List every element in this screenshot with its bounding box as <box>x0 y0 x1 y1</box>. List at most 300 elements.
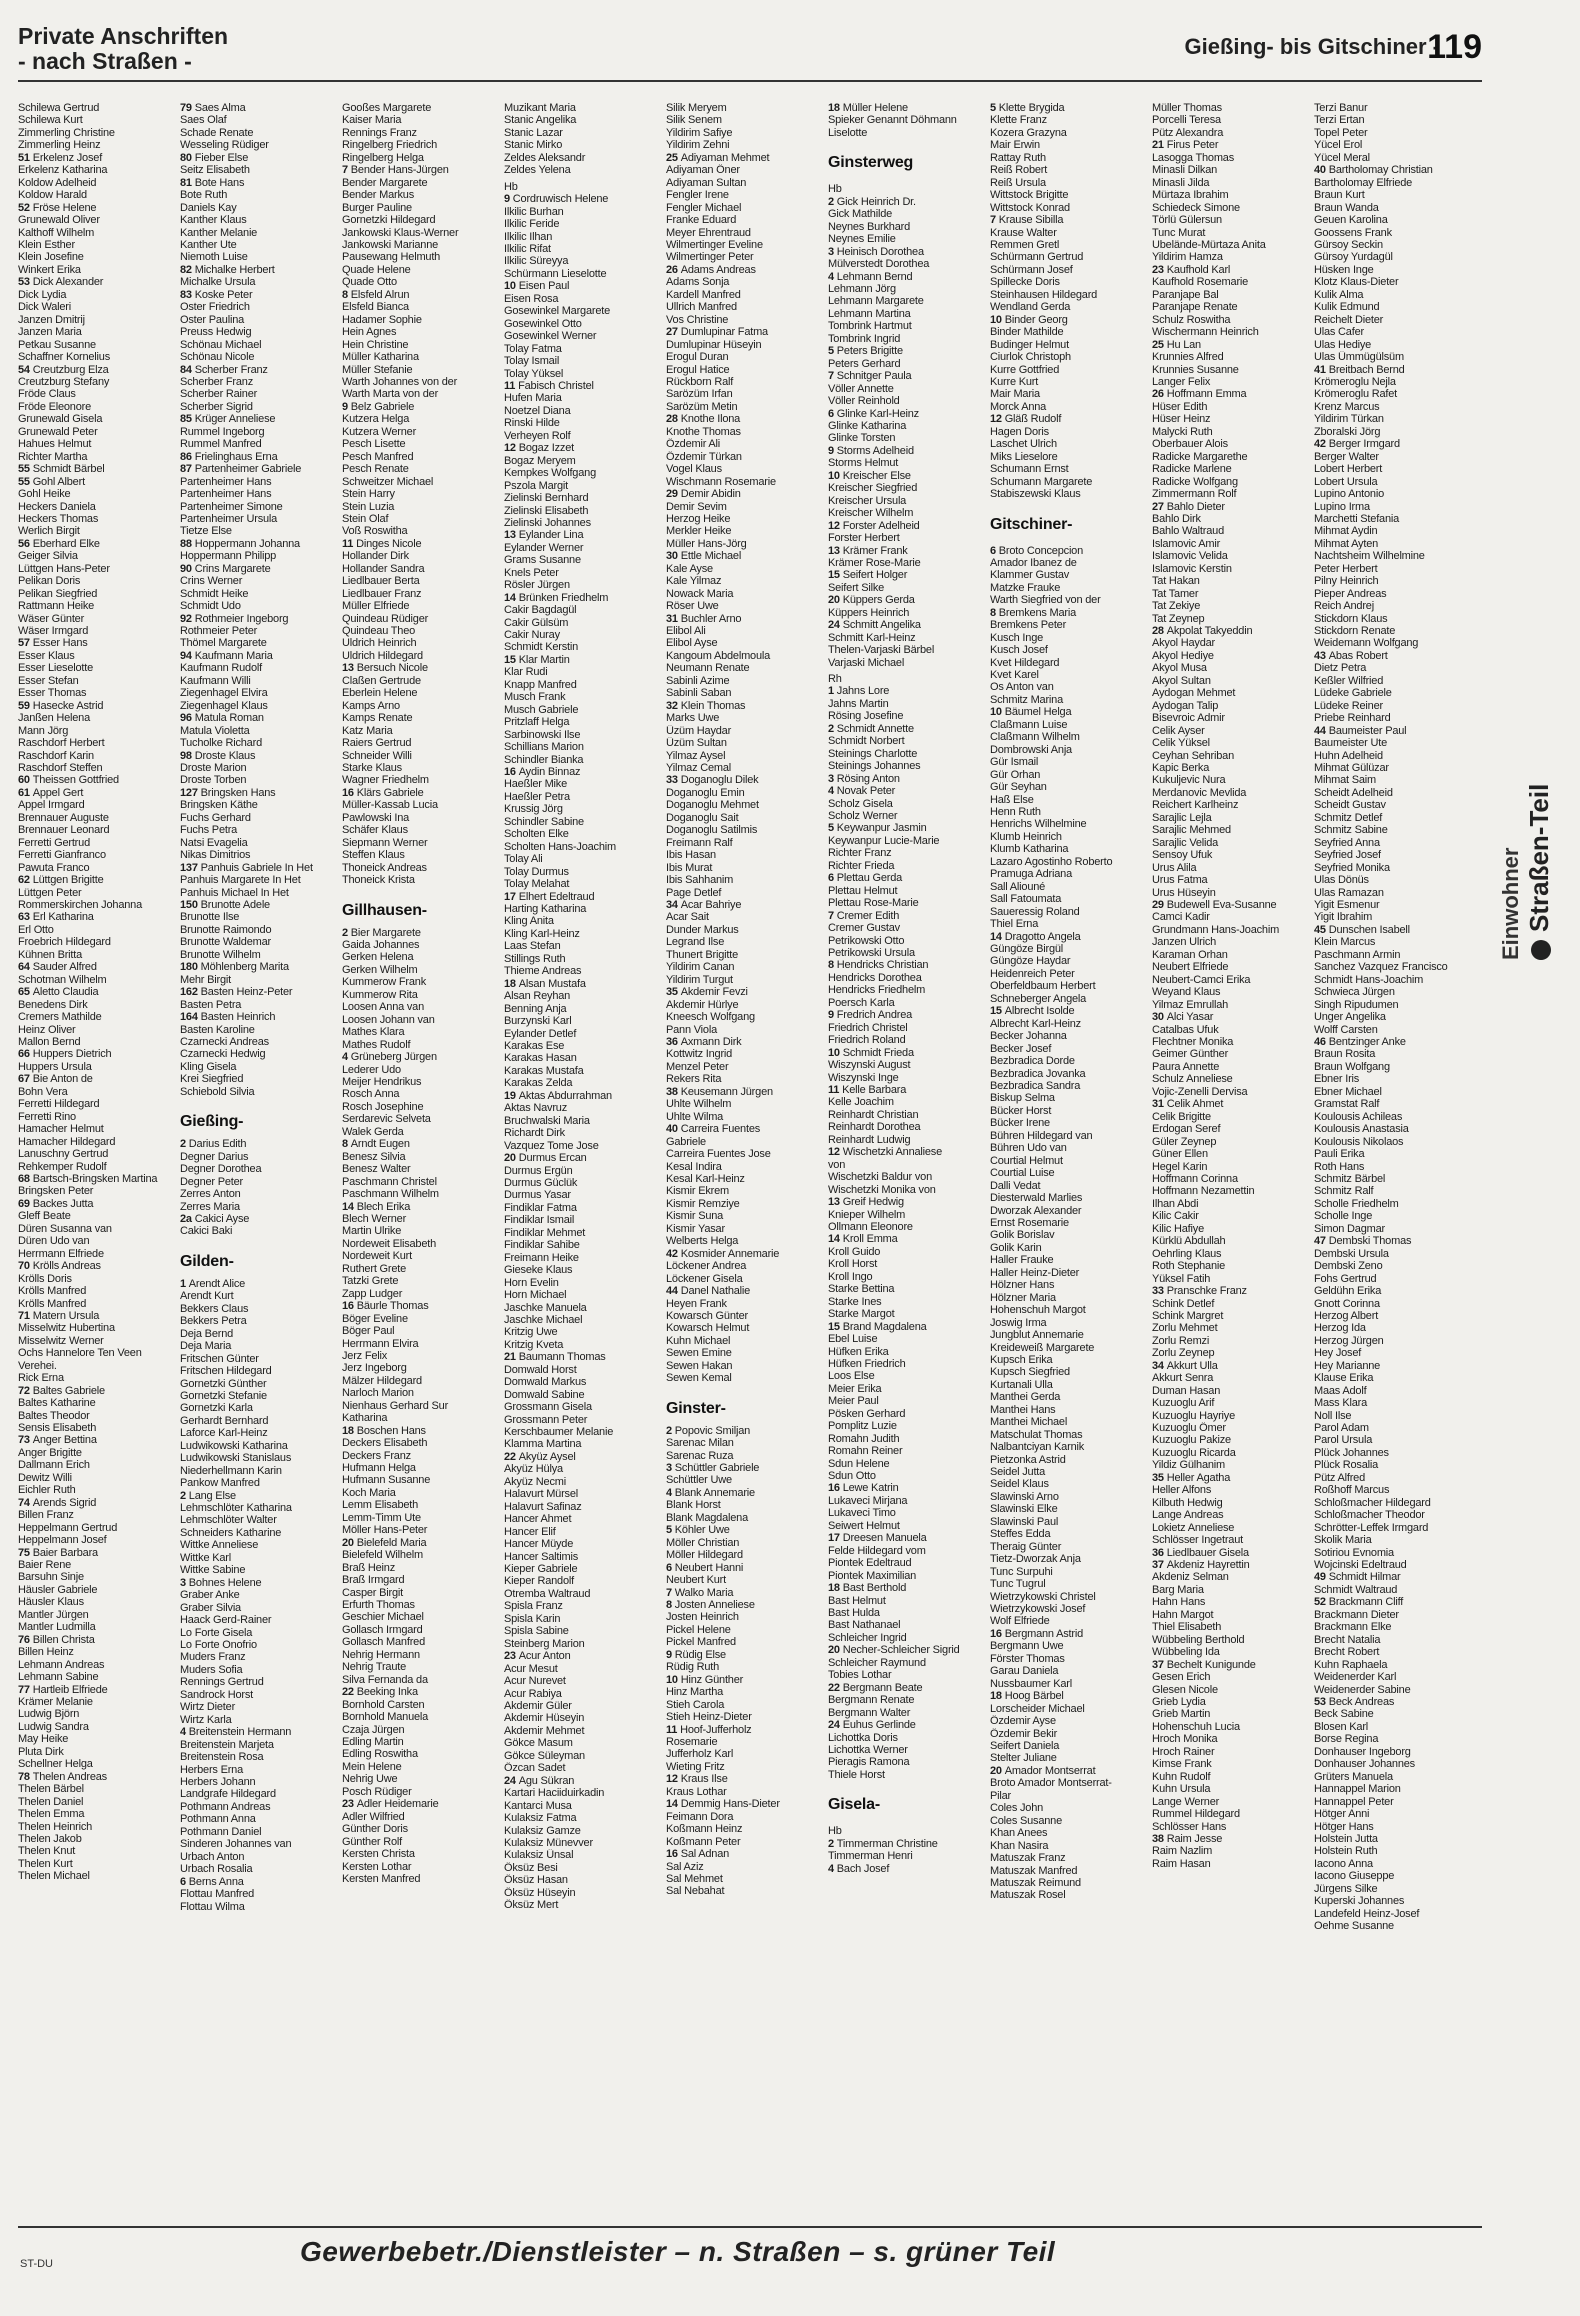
resident-entry: Kilic Cakir <box>1152 1210 1199 1223</box>
resident-entry: Fritschen Günter <box>180 1352 259 1365</box>
house-number: 5 <box>990 102 999 114</box>
resident-entry: Krömeroglu Nejla <box>1314 375 1396 388</box>
house-number: 70 <box>18 1260 33 1273</box>
resident-entry: Rommerskirchen Johanna <box>18 899 142 911</box>
resident-entry: Casper Birgit <box>342 1586 403 1599</box>
resident-entry: Kvet Hildegard <box>990 656 1060 669</box>
house-number: 38 <box>666 1085 681 1098</box>
resident-entry: Rothmeier Peter <box>180 625 258 638</box>
resident-entry: Jankowski Klaus-Werner <box>342 226 459 239</box>
resident-entry: Özdemir Ali <box>666 438 721 451</box>
resident-entry: 16 Bergmann Astrid <box>990 1627 1084 1640</box>
house-number: 40 <box>1314 164 1329 177</box>
resident-entry: 24 Euhus Gerlinde <box>828 1719 916 1732</box>
resident-entry: Kaiser Maria <box>342 114 402 127</box>
resident-entry: Cremer Gustav <box>828 922 900 935</box>
resident-entry: Krei Siegfried <box>180 1073 244 1086</box>
resident-entry: Pesch Lisette <box>342 438 406 451</box>
resident-entry: Esser Thomas <box>18 687 87 700</box>
resident-entry: Raschdorf Steffen <box>18 762 103 775</box>
resident-entry: Thoneick Andreas <box>342 861 427 874</box>
resident-entry: 31 Celik Ahmet <box>1152 1098 1224 1111</box>
resident-entry: Stein Luzia <box>342 500 395 513</box>
resident-entry: Hollander Dirk <box>342 550 409 563</box>
resident-entry: Roßhoff Marcus <box>1314 1484 1390 1497</box>
resident-entry: 55 Schmidt Bärbel <box>18 463 105 476</box>
resident-entry: 6 Neubert Hanni <box>666 1561 744 1574</box>
resident-entry: Starke Ines <box>828 1295 882 1308</box>
resident-entry: 65 Aletto Claudia <box>18 986 99 999</box>
resident-entry: Weidenerder Sabine <box>1314 1683 1411 1696</box>
resident-entry: Creutzburg Stefany <box>18 375 110 388</box>
resident-entry: Eberlein Helene <box>342 687 418 700</box>
resident-entry: 2a Cakici Ayse <box>180 1212 250 1225</box>
resident-entry: Yücel Meral <box>1314 151 1370 164</box>
resident-entry: Wietrzykowski Christel <box>990 1590 1096 1603</box>
resident-entry: Akdeniz Selman <box>1152 1571 1229 1584</box>
house-number: 74 <box>18 1496 33 1509</box>
resident-entry: Zeldes Yelena <box>504 164 571 177</box>
resident-entry: Silik Meryem <box>666 102 727 114</box>
resident-entry: Bücker Irene <box>990 1117 1050 1130</box>
resident-entry: Bogaz Meryem <box>504 454 576 467</box>
resident-entry: Kaufhold Rosemarie <box>1152 276 1249 289</box>
resident-entry: Starke Margot <box>828 1308 895 1321</box>
resident-entry: Hancer Ahmet <box>504 1513 572 1526</box>
resident-entry: Schmitt Karl-Heinz <box>828 631 916 644</box>
house-number: 33 <box>1152 1285 1167 1298</box>
resident-entry: Diesterwald Marlies <box>990 1192 1083 1205</box>
resident-entry: 86 Frielinghaus Erna <box>180 450 278 463</box>
resident-entry: Rattmann Heike <box>18 600 95 613</box>
resident-entry: Schleicher Raymund <box>828 1656 926 1669</box>
resident-entry: Koßmann Heinz <box>666 1823 743 1836</box>
resident-entry: Lange Andreas <box>1152 1509 1224 1522</box>
resident-entry: Schürmann Lieselotte <box>504 267 607 280</box>
resident-entry: Bühren Udo van <box>990 1142 1067 1155</box>
house-number: 28 <box>1152 625 1167 638</box>
resident-entry: Üzüm Sultan <box>666 737 727 750</box>
resident-entry: Otremba Waltraud <box>504 1587 591 1600</box>
house-number: 8 <box>342 1138 351 1151</box>
resident-entry: Cakir Nuray <box>504 629 560 642</box>
resident-entry: Zielinski Bernhard <box>504 492 589 505</box>
resident-entry: Braun Wanda <box>1314 201 1379 214</box>
resident-entry: Jufferholz Karl <box>666 1748 734 1761</box>
resident-entry: Kroll Ingo <box>828 1270 873 1283</box>
resident-entry: Burger Pauline <box>342 201 412 214</box>
resident-entry: Edling Roswitha <box>342 1748 418 1761</box>
resident-entry: Jaschke Michael <box>504 1313 583 1326</box>
resident-entry: Schulz Anneliese <box>1152 1073 1233 1086</box>
house-number: 16 <box>990 1627 1005 1640</box>
resident-entry: Goossens Frank <box>1314 226 1392 239</box>
resident-entry: Islamovic Kerstin <box>1152 562 1232 575</box>
house-number: 35 <box>666 986 681 999</box>
resident-entry: Schneider Willi <box>342 749 412 762</box>
resident-entry: Schweitzer Michael <box>342 475 434 488</box>
resident-entry: 85 Krüger Anneliese <box>180 413 276 426</box>
resident-entry: 5 Klette Brygida <box>990 102 1065 114</box>
resident-entry: Spillecke Doris <box>990 276 1060 289</box>
resident-entry: Bergmann Walter <box>828 1706 911 1719</box>
resident-entry: Laas Stefan <box>504 940 561 953</box>
resident-entry: Katharina <box>342 1412 388 1425</box>
resident-entry: Möller Hans-Peter <box>342 1524 428 1537</box>
resident-entry: Pickel Manfred <box>666 1636 736 1649</box>
resident-entry: Wittstock Konrad <box>990 201 1070 214</box>
resident-entry: 21 Baumann Thomas <box>504 1351 606 1364</box>
resident-entry: 2 Lang Else <box>180 1489 236 1502</box>
resident-entry: Seifert Silke <box>828 581 885 594</box>
resident-entry: Donhauser Ingeborg <box>1314 1745 1411 1758</box>
resident-entry: Posch Rüdiger <box>342 1785 412 1798</box>
resident-entry: Porcelli Teresa <box>1152 114 1221 127</box>
resident-entry: Becker Johanna <box>990 1030 1067 1043</box>
resident-entry: Zboralski Jörg <box>1314 425 1381 438</box>
resident-entry: 12 Gläß Rudolf <box>990 413 1062 426</box>
resident-entry: Muders Sofia <box>180 1663 243 1676</box>
resident-entry: Gooßes Margarete <box>342 102 432 114</box>
resident-entry: Sarajlic Velida <box>1152 836 1219 849</box>
resident-entry: 83 Koske Peter <box>180 288 253 301</box>
resident-entry: Kulaksiz Ünsal <box>504 1849 574 1862</box>
resident-entry: Erogul Duran <box>666 351 729 364</box>
resident-entry: Klause Erika <box>1314 1372 1374 1385</box>
resident-entry: Islamovic Velida <box>1152 550 1228 563</box>
resident-entry: Richardt Dirk <box>504 1127 565 1140</box>
resident-entry: Thelen Jakob <box>18 1832 82 1845</box>
resident-entry: 23 Kaufhold Karl <box>1152 263 1231 276</box>
resident-entry: Zapp Ludger <box>342 1287 403 1300</box>
resident-entry: Yildirim Canan <box>666 961 735 974</box>
resident-entry: Güngöze Haydar <box>990 955 1071 968</box>
resident-entry: Geiger Silvia <box>18 550 78 563</box>
house-number: 150 <box>180 899 201 911</box>
resident-entry: Acur Nurevet <box>504 1675 566 1688</box>
resident-entry: Plück Rosalia <box>1314 1459 1379 1472</box>
resident-entry: Lüdeke Gabriele <box>1314 687 1392 700</box>
resident-entry: Romahn Judith <box>828 1432 900 1445</box>
resident-entry: 14 Blech Erika <box>342 1200 411 1213</box>
resident-entry: Gaida Johannes <box>342 939 420 951</box>
resident-entry: Thelen Michael <box>18 1870 90 1883</box>
resident-entry: Narloch Marion <box>342 1387 414 1400</box>
resident-entry: Häusler Klaus <box>18 1596 84 1609</box>
resident-entry: Neynes Burkhard <box>828 220 910 233</box>
house-number: 8 <box>990 606 999 619</box>
resident-entry: Wittke Karl <box>180 1551 231 1564</box>
resident-entry: Rummel Manfred <box>180 438 262 451</box>
resident-entry: Kuperski Johannes <box>1314 1895 1405 1908</box>
street-heading: Gießing- <box>180 1113 244 1131</box>
resident-entry: Erkelenz Katharina <box>18 164 108 177</box>
resident-entry: Landgrafe Hildegard <box>180 1788 276 1801</box>
resident-entry: Baltes Katharine <box>18 1397 96 1410</box>
resident-entry: Hollander Sandra <box>342 562 425 575</box>
resident-entry: Warth Johannes von der <box>342 375 458 388</box>
resident-entry: Schneberger Angela <box>990 992 1087 1005</box>
resident-entry: 8 Hendricks Christian <box>828 959 929 972</box>
resident-entry: Kulaksiz Gamze <box>504 1824 581 1837</box>
resident-entry: Timmerman Henri <box>828 1850 913 1863</box>
resident-entry: Golik Borislav <box>990 1229 1055 1242</box>
resident-entry: Sewen Hakan <box>666 1359 733 1372</box>
resident-entry: Pankow Manfred <box>180 1477 260 1490</box>
resident-entry: Schade Renate <box>180 126 254 139</box>
resident-entry: Matuszak Rosel <box>990 1889 1066 1902</box>
resident-entry: Kusch Inge <box>990 631 1044 644</box>
resident-entry: Tolay Yüksel <box>504 367 564 380</box>
resident-entry: 10 Kreischer Else <box>828 469 911 482</box>
resident-entry: Richter Martha <box>18 450 88 463</box>
resident-entry: Müller Stefanie <box>342 363 413 376</box>
resident-entry: Gerken Wilhelm <box>342 963 418 976</box>
resident-entry: Radicke Wolfgang <box>1152 475 1238 488</box>
resident-entry: Josten Heinrich <box>666 1611 739 1624</box>
resident-entry: Lederer Udo <box>342 1063 401 1076</box>
resident-entry: Müller Thomas <box>1152 102 1222 114</box>
section-title: Private Anschriften <box>18 23 229 49</box>
resident-entry: Lobert Ursula <box>1314 475 1378 488</box>
resident-entry: Minasli Jilda <box>1152 176 1210 189</box>
house-number: 4 <box>180 1726 189 1739</box>
resident-entry: Stein Olaf <box>342 512 389 525</box>
resident-entry: Rösing Josefine <box>828 710 904 723</box>
resident-entry: 16 Sal Adnan <box>666 1848 730 1861</box>
resident-entry: Heckers Daniela <box>18 500 96 513</box>
resident-entry: Laforce Karl-Heinz <box>180 1427 268 1440</box>
resident-entry: Jaschke Manuela <box>504 1301 587 1314</box>
resident-entry: Breitenstein Marjeta <box>180 1738 274 1751</box>
house-number: 5 <box>828 345 837 358</box>
resident-entry: Schumann Margarete <box>990 475 1093 488</box>
resident-entry: Spisla Franz <box>504 1600 563 1613</box>
resident-entry: 33 Doganoglu Dilek <box>666 774 759 787</box>
resident-entry: Durmus Güclük <box>504 1176 578 1189</box>
resident-entry: 10 Hinz Günther <box>666 1673 744 1686</box>
resident-entry: 37 Akdeniz Hayrettin <box>1152 1559 1250 1572</box>
resident-entry: Sabinli Saban <box>666 687 732 700</box>
resident-entry: Akyol Haydar <box>1152 637 1216 650</box>
house-number: 13 <box>342 662 357 675</box>
resident-entry: Roth Hans <box>1314 1160 1365 1173</box>
resident-entry: Kanther Ute <box>180 238 237 251</box>
resident-entry: Akyol Sultan <box>1152 674 1211 687</box>
directory-column <box>1314 102 1462 2228</box>
resident-entry: Felde Hildegard vom <box>828 1544 926 1557</box>
resident-entry: Loosen Johann van <box>342 1013 435 1026</box>
house-number: 26 <box>666 263 681 276</box>
house-number: 7 <box>342 164 351 177</box>
house-number: 20 <box>828 1644 843 1657</box>
resident-entry: Knapp Manfred <box>504 678 577 691</box>
resident-entry: May Heike <box>18 1733 69 1746</box>
house-number: 17 <box>504 890 519 903</box>
resident-entry: Bekkers Petra <box>180 1315 247 1328</box>
resident-entry: Grams Susanne <box>504 554 581 567</box>
resident-entry: Ludwig Sandra <box>18 1720 89 1733</box>
resident-entry: Wübbeling Berthold <box>1152 1633 1245 1646</box>
resident-entry: Eichler Ruth <box>18 1484 76 1497</box>
house-number: 5 <box>828 822 837 835</box>
resident-entry: Barg Maria <box>1152 1583 1204 1596</box>
resident-entry: 68 Bartsch-Bringsken Martina <box>18 1172 158 1185</box>
resident-entry: 40 Carreira Fuentes <box>666 1123 761 1136</box>
resident-entry: Gabriele <box>666 1135 706 1148</box>
resident-entry: Kuhn Rudolf <box>1152 1770 1211 1783</box>
resident-entry: Lemm Elisabeth <box>342 1499 419 1512</box>
resident-entry: Grieb Martin <box>1152 1708 1211 1721</box>
resident-entry: Kraus Lothar <box>666 1785 727 1798</box>
resident-entry: 11 Hoof-Jufferholz <box>666 1723 752 1736</box>
house-number: 52 <box>1314 1596 1329 1609</box>
resident-entry: Zerres Maria <box>180 1200 240 1213</box>
resident-entry: Haeßler Petra <box>504 790 570 803</box>
resident-entry: Tat Zeynep <box>1152 612 1205 625</box>
resident-entry: Kreideweiß Margarete <box>990 1341 1095 1354</box>
resident-entry: Merkler Heike <box>666 525 732 538</box>
resident-entry: Böger Paul <box>342 1325 395 1338</box>
resident-entry: Siepmann Werner <box>342 836 428 849</box>
resident-entry: Pauli Erika <box>1314 1148 1365 1161</box>
resident-entry: Findiklar Sahibe <box>504 1239 580 1252</box>
resident-entry: Seifert Daniela <box>990 1740 1060 1752</box>
resident-entry: Hüsken Inge <box>1314 263 1374 276</box>
resident-entry: Kuzuoglu Pakize <box>1152 1434 1231 1447</box>
resident-entry: Elsfeld Bianca <box>342 301 409 314</box>
resident-entry: Mehr Birgit <box>180 973 231 986</box>
house-number: 10 <box>828 469 843 482</box>
resident-entry: Page Detlef <box>666 886 722 899</box>
resident-entry: Gür Ismail <box>990 756 1039 769</box>
resident-entry: Hohenschuh Lucia <box>1152 1720 1240 1733</box>
resident-entry: Janzen Maria <box>18 326 82 339</box>
resident-entry: Akkurt Senra <box>1152 1372 1214 1385</box>
resident-entry: Baltes Theodor <box>18 1409 90 1422</box>
resident-entry: Harting Katharina <box>504 903 587 915</box>
directory-column <box>990 102 1138 2228</box>
resident-entry: Müller Elfriede <box>342 600 410 613</box>
resident-entry: Dewitz Willi <box>18 1471 72 1484</box>
resident-entry: Vojic-Zenelli Dervisa <box>1152 1085 1248 1098</box>
resident-entry: Brackmann Dieter <box>1314 1608 1399 1621</box>
resident-entry: Scherber Rainer <box>180 388 258 401</box>
resident-entry: Wendland Gerda <box>990 301 1071 314</box>
resident-entry: Schmitz Bärbel <box>1314 1172 1386 1185</box>
resident-entry: 18 Hoog Bärbel <box>990 1690 1064 1703</box>
resident-entry: Raiers Gertrud <box>342 737 412 750</box>
resident-entry: 28 Akpolat Takyeddin <box>1152 625 1253 638</box>
resident-entry: 16 Klärs Gabriele <box>342 786 424 799</box>
house-number: 14 <box>666 1798 681 1811</box>
house-number: 98 <box>180 749 195 762</box>
resident-entry: Sarajlic Lejla <box>1152 811 1212 824</box>
resident-entry: Steinberg Marion <box>504 1637 585 1650</box>
resident-entry: Ibis Sahhanim <box>666 874 734 887</box>
resident-entry: Kritzig Kveta <box>504 1338 564 1351</box>
resident-entry: Steinhausen Hildegard <box>990 288 1098 301</box>
resident-entry: Hamacher Hildegard <box>18 1135 116 1148</box>
resident-entry: Kersten Lothar <box>342 1860 412 1873</box>
resident-entry: Becker Josef <box>990 1042 1052 1055</box>
resident-entry: Krämer Rose-Marie <box>828 556 921 569</box>
house-number: 4 <box>342 1051 351 1064</box>
resident-entry: Pieragis Ramona <box>828 1756 910 1769</box>
resident-entry: Grossmann Peter <box>504 1413 588 1426</box>
resident-entry: Kilbuth Hedwig <box>1152 1496 1223 1509</box>
resident-entry: Albrecht Karl-Heinz <box>990 1017 1081 1030</box>
resident-entry: Pesch Renate <box>342 463 409 476</box>
resident-entry: 80 Fieber Else <box>180 151 249 164</box>
resident-entry: Manthei Michael <box>990 1416 1068 1429</box>
resident-entry: Halavurt Safinaz <box>504 1500 582 1513</box>
resident-entry: Hüfken Friedrich <box>828 1357 906 1370</box>
resident-entry: Lehmann Andreas <box>18 1658 105 1671</box>
resident-entry: Kanther Klaus <box>180 214 247 227</box>
resident-entry: Ziegenhagel Klaus <box>180 699 268 712</box>
spacer <box>828 1781 976 1785</box>
resident-entry: Schmidt Hans-Joachim <box>1314 973 1424 986</box>
resident-entry: 16 Lewe Katrin <box>828 1482 899 1495</box>
resident-entry: 162 Basten Heinz-Peter <box>180 986 293 999</box>
resident-entry: Lupino Irma <box>1314 500 1370 513</box>
resident-entry: 30 Alci Yasar <box>1152 1011 1214 1024</box>
resident-entry: Özdemir Türkan <box>666 450 742 463</box>
resident-entry: Vazquez Tome Jose <box>504 1139 599 1152</box>
resident-entry: Partenheimer Ursula <box>180 512 278 525</box>
house-number: 82 <box>180 263 195 276</box>
resident-entry: Petrikowski Ursula <box>828 947 915 959</box>
resident-entry: Scheidt Gustav <box>1314 799 1386 812</box>
resident-entry: Paschmann Armin <box>1314 948 1401 961</box>
house-number: 22 <box>828 1681 843 1694</box>
resident-entry: Lo Forte Onofrio <box>180 1639 257 1652</box>
resident-entry: Camci Kadir <box>1152 911 1210 924</box>
resident-entry: Kühnen Britta <box>18 948 83 961</box>
resident-entry: 67 Bie Anton de <box>18 1073 93 1086</box>
house-number: 86 <box>180 450 195 463</box>
resident-entry: 23 Adler Heidemarie <box>342 1798 439 1811</box>
resident-entry: 17 Dreesen Manuela <box>828 1532 927 1545</box>
house-number: 20 <box>342 1536 357 1549</box>
house-number: 14 <box>990 930 1005 943</box>
spacer <box>828 139 976 143</box>
resident-entry: Kamps Arno <box>342 699 400 712</box>
resident-entry: Bücker Horst <box>990 1104 1052 1117</box>
resident-entry: 26 Hoffmann Emma <box>1152 388 1247 401</box>
resident-entry: Yüksel Fatih <box>1152 1272 1211 1285</box>
resident-entry: 82 Michalke Herbert <box>180 263 275 276</box>
resident-entry: 8 Josten Anneliese <box>666 1599 755 1612</box>
resident-entry: Kilic Hafiye <box>1152 1222 1205 1235</box>
footer-divider <box>18 2226 1482 2228</box>
resident-entry: Katz Maria <box>342 724 393 737</box>
resident-entry: Kuhn Ursula <box>1152 1783 1211 1796</box>
resident-entry: Duman Hasan <box>1152 1384 1221 1397</box>
resident-entry: Wolf Elfriede <box>990 1615 1050 1628</box>
resident-entry: 17 Elhert Edeltraud <box>504 890 595 903</box>
house-number: 14 <box>504 591 519 604</box>
resident-entry: Thelen Emma <box>18 1808 85 1821</box>
resident-entry: Neynes Emilie <box>828 233 896 246</box>
resident-entry: 9 Storms Adelheid <box>828 444 914 457</box>
resident-entry: Geschier Michael <box>342 1611 424 1624</box>
resident-entry: Fritschen Hildegard <box>180 1365 272 1378</box>
resident-entry: Domwald Horst <box>504 1363 577 1376</box>
resident-entry: Ciurlok Christoph <box>990 351 1071 364</box>
resident-entry: Bohn Vera <box>18 1085 68 1098</box>
